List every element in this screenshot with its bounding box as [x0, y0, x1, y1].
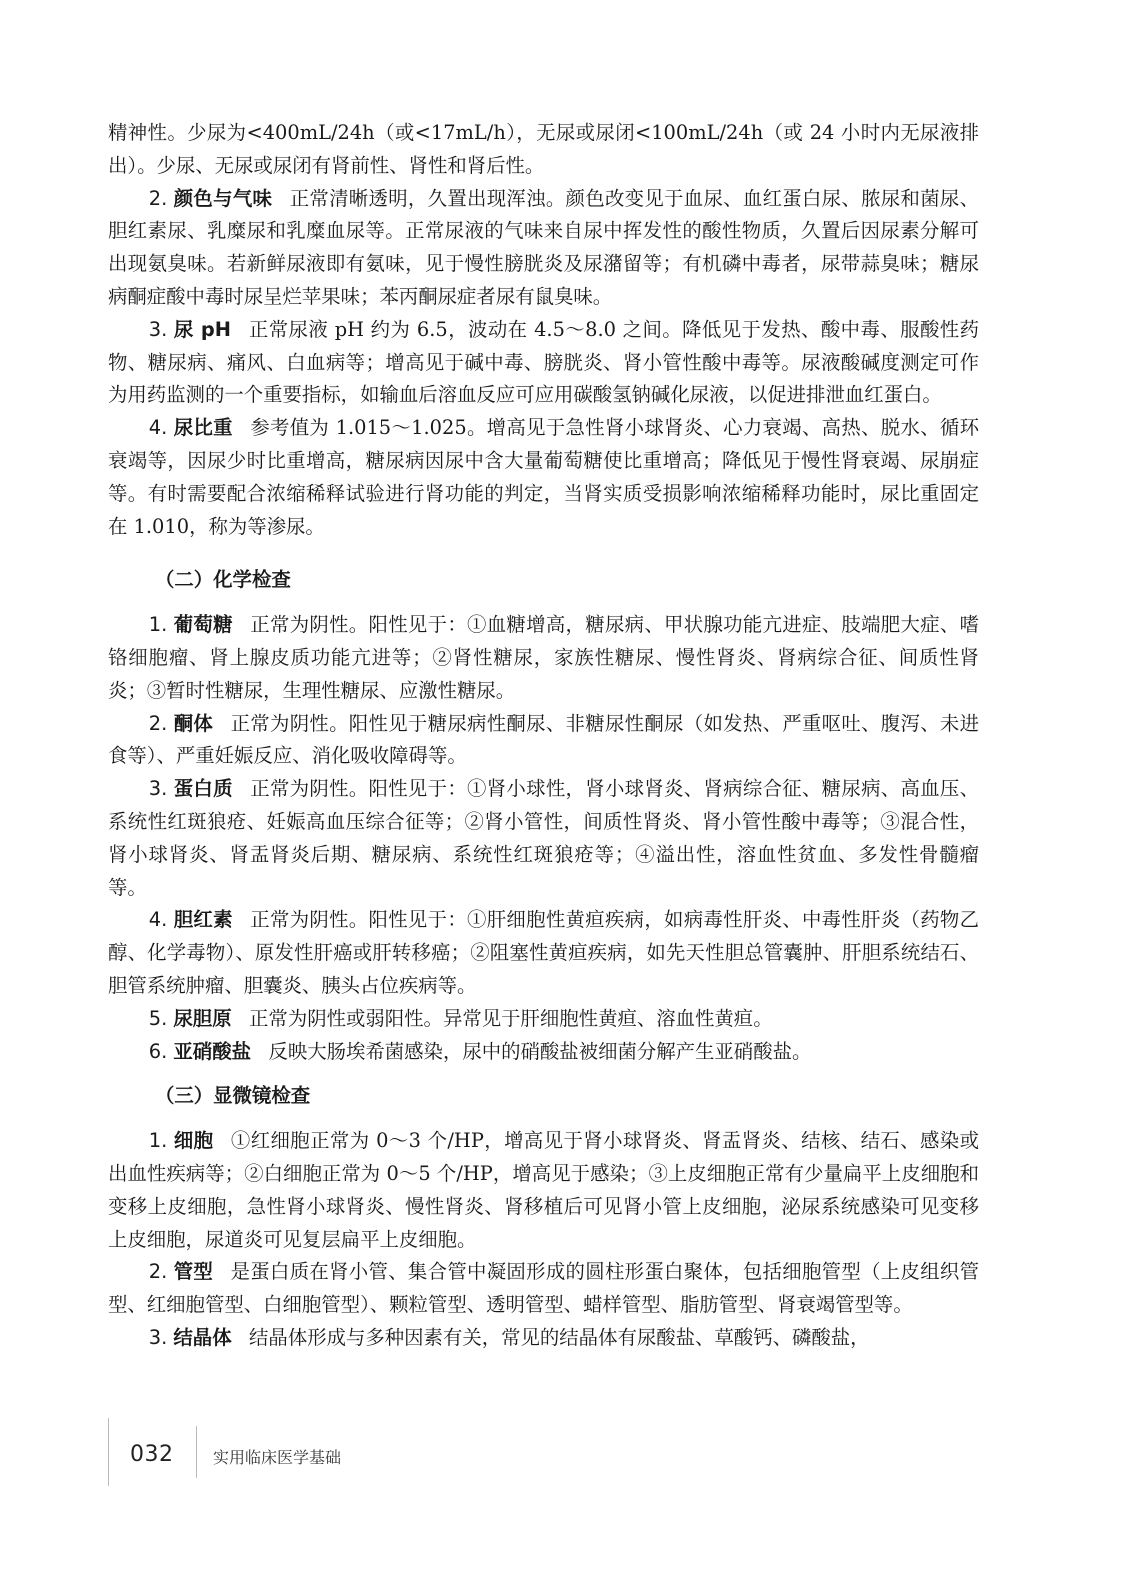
item-term: 亚硝酸盐	[173, 1039, 251, 1063]
list-item: 2. 颜色与气味 正常清晰透明，久置出现浑浊。颜色改变见于血尿、血红蛋白尿、脓尿和菌尿、胆红素尿、乳糜尿和乳糜血尿等。正常尿液的气味来自尿中挥发性的酸性物质，久置后因尿素分解可出现氨臭味。若新鲜尿液即有氨味，见于慢性膀胱炎及尿潴留等；有机磷中毒者，尿带蒜臭味；糖尿病酮症酸中毒时尿呈烂苹果味；苯丙酮尿症者尿有鼠臭味。	[108, 186, 979, 308]
list-item: 3. 蛋白质 正常为阴性。阳性见于：①肾小球性，肾小球肾炎、肾病综合征、糖尿病、高血压、系统性红斑狼疮、妊娠高血压综合征等；②肾小管性，间质性肾炎、肾小管性酸中毒等；③混合性，肾小球肾炎、肾盂肾炎后期、糖尿病、系统性红斑狼疮等；④溢出性，溶血性贫血、多发性骨髓瘤等。	[108, 777, 979, 899]
item-term: 尿胆原	[173, 1006, 232, 1030]
page-content	[108, 117, 979, 1355]
item-text: 是蛋白质在肾小管、集合管中凝固形成的圆柱形蛋白聚体，包括细胞管型（上皮组织管型、红细胞管型、白细胞管型）、颗粒管型、透明管型、蜡样管型、脂肪管型、肾衰竭管型等。	[108, 1260, 979, 1317]
item-term: 管型	[173, 1260, 214, 1284]
item-text: ①红细胞正常为 0～3 个/HP，增高见于肾小球肾炎、肾盂肾炎、结核、结石、感染或出血性疾病等；②白细胞正常为 0～5 个/HP，增高见于感染；③上皮细胞正常有少量扁平上皮细胞和变移上皮细胞，急性肾小球肾炎、慢性肾炎、肾移植后可见肾小管上皮细胞，泌尿系统感染可见变移上皮细胞，尿道炎可见复层扁平上皮细胞。	[108, 1129, 979, 1251]
list-item: 1. 葡萄糖 正常为阴性。阳性见于：①血糖增高，糖尿病、甲状腺功能亢进症、肢端肥大症、嗜铬细胞瘤、肾上腺皮质功能亢进等；②肾性糖尿，家族性糖尿、慢性肾炎、肾病综合征、间质性肾炎；③暂时性糖尿，生理性糖尿、应激性糖尿。	[108, 613, 979, 702]
item-term: 尿 pH	[173, 317, 231, 341]
book-title: 实用临床医学基础	[213, 1448, 342, 1467]
list-item: 3. 尿 pH 正常尿液 pH 约为 6.5，波动在 4.5～8.0 之间。降低见于发热、酸中毒、服酸性药物、糖尿病、痛风、白血病等；增高见于碱中毒、膀胱炎、肾小管性酸中毒等。尿液酸碱度测定可作为用药监测的一个重要指标，如输血后溶血反应可应用碳酸氢钠碱化尿液，以促进排泄血红蛋白。	[108, 317, 980, 407]
item-term: 尿比重	[173, 416, 233, 440]
section-heading-microscopy: （三）显微镜检查	[155, 1084, 311, 1108]
item-text: 正常为阴性。阳性见于：①血糖增高，糖尿病、甲状腺功能亢进症、肢端肥大症、嗜铬细胞瘤、肾上腺皮质功能亢进等；②肾性糖尿，家族性糖尿、慢性肾炎、肾病综合征、间质性肾炎；③暂时性糖尿，生理性糖尿、应激性糖尿。	[108, 613, 979, 702]
item-term: 结晶体	[173, 1325, 232, 1349]
item-text: 正常清晰透明，久置出现浑浊。颜色改变见于血尿、血红蛋白尿、脓尿和菌尿、胆红素尿、乳糜尿和乳糜血尿等。正常尿液的气味来自尿中挥发性的酸性物质，久置后因尿素分解可出现氨臭味。若新鲜尿液即有氨味，见于慢性膀胱炎及尿潴留等；有机磷中毒者，尿带蒜臭味；糖尿病酮症酸中毒时尿呈烂苹果味；苯丙酮尿症者尿有鼠臭味。	[108, 186, 979, 308]
list-item: 1. 细胞 ①红细胞正常为 0～3 个/HP，增高见于肾小球肾炎、肾盂肾炎、结核、结石、感染或出血性疾病等；②白细胞正常为 0～5 个/HP，增高见于感染；③上皮细胞正常有少量扁平上皮细胞和变移上皮细胞，急性肾小球肾炎、慢性肾炎、肾移植后可见肾小管上皮细胞，泌尿系统感染可见变移上皮细胞，尿道炎可见复层扁平上皮细胞。	[108, 1129, 979, 1251]
list-item: 4. 尿比重 参考值为 1.015～1.025。增高见于急性肾小球肾炎、心力衰竭、高热、脱水、循环衰竭等，因尿少时比重增高，糖尿病因尿中含大量葡萄糖使比重增高；降低见于慢性肾衰竭、尿崩症等。有时需要配合浓缩稀释试验进行肾功能的判定，当肾实质受损影响浓缩稀释功能时，尿比重固定在 1.010，称为等渗尿。	[108, 416, 980, 538]
item-term: 胆红素	[173, 908, 233, 932]
item-term: 葡萄糖	[173, 613, 233, 637]
list-item: 2. 管型 是蛋白质在肾小管、集合管中凝固形成的圆柱形蛋白聚体，包括细胞管型（上皮组织管型、红细胞管型、白细胞管型）、颗粒管型、透明管型、蜡样管型、脂肪管型、肾衰竭管型等。	[108, 1260, 979, 1317]
item-text: 正常为阴性。阳性见于糖尿病性酮尿、非糖尿性酮尿（如发热、严重呕吐、腹泻、未进食等）、严重妊娠反应、消化吸收障碍等。	[108, 711, 979, 768]
item-text: 参考值为 1.015～1.025。增高见于急性肾小球肾炎、心力衰竭、高热、脱水、循环衰竭等，因尿少时比重增高，糖尿病因尿中含大量葡萄糖使比重增高；降低见于慢性肾衰竭、尿崩症等。有时需要配合浓缩稀释试验进行肾功能的判定，当肾实质受损影响浓缩稀释功能时，尿比重固定在 1.010，称为等渗尿。	[108, 416, 980, 538]
page-footer	[108, 1418, 508, 1488]
page-number: 032	[130, 1442, 174, 1467]
section-heading-chemistry: （二）化学检查	[155, 568, 291, 592]
item-text: 正常为阴性或弱阳性。异常见于肝细胞性黄疸、溶血性黄疸。	[249, 1006, 773, 1030]
list-item: 6. 亚硝酸盐 反映大肠埃希菌感染，尿中的硝酸盐被细菌分解产生亚硝酸盐。	[148, 1039, 812, 1063]
footer-divider	[196, 1426, 197, 1478]
item-term: 颜色与气味	[173, 186, 273, 210]
item-text: 反映大肠埃希菌感染，尿中的硝酸盐被细菌分解产生亚硝酸盐。	[268, 1039, 812, 1063]
item-text: 结晶体形成与多种因素有关，常见的结晶体有尿酸盐、草酸钙、磷酸盐，	[249, 1325, 870, 1349]
item-text: 正常尿液 pH 约为 6.5，波动在 4.5～8.0 之间。降低见于发热、酸中毒、服酸性药物、糖尿病、痛风、白血病等；增高见于碱中毒、膀胱炎、肾小管性酸中毒等。尿液酸碱度测定可作为用药监测的一个重要指标，如输血后溶血反应可应用碳酸氢钠碱化尿液，以促进排泄血红蛋白。	[108, 317, 980, 407]
list-item: 5. 尿胆原 正常为阴性或弱阳性。异常见于肝细胞性黄疸、溶血性黄疸。	[148, 1006, 773, 1030]
item-text: 正常为阴性。阳性见于：①肝细胞性黄疸疾病，如病毒性肝炎、中毒性肝炎（药物乙醇、化学毒物）、原发性肝癌或肝转移癌；②阻塞性黄疸疾病，如先天性胆总管囊肿、肝胆系统结石、胆管系统肿瘤、胆囊炎、胰头占位疾病等。	[108, 908, 979, 997]
item-term: 酮体	[173, 711, 214, 735]
footer-divider	[108, 1418, 109, 1486]
list-item: 3. 结晶体 结晶体形成与多种因素有关，常见的结晶体有尿酸盐、草酸钙、磷酸盐，	[148, 1325, 870, 1349]
list-item: 2. 酮体 正常为阴性。阳性见于糖尿病性酮尿、非糖尿性酮尿（如发热、严重呕吐、腹泻、未进食等）、严重妊娠反应、消化吸收障碍等。	[108, 711, 979, 768]
item-text: 正常为阴性。阳性见于：①肾小球性，肾小球肾炎、肾病综合征、糖尿病、高血压、系统性红斑狼疮、妊娠高血压综合征等；②肾小管性，间质性肾炎、肾小管性酸中毒等；③混合性，肾小球肾炎、肾盂肾炎后期、糖尿病、系统性红斑狼疮等；④溢出性，溶血性贫血、多发性骨髓瘤等。	[108, 777, 979, 899]
paragraph-continued: 精神性。少尿为<400mL/24h（或<17mL/h），无尿或尿闭<100mL/24h（或 24 小时内无尿液排出）。少尿、无尿或尿闭有肾前性、肾性和肾后性。	[108, 121, 979, 177]
item-term: 蛋白质	[173, 777, 233, 801]
item-term: 细胞	[173, 1129, 214, 1153]
list-item: 4. 胆红素 正常为阴性。阳性见于：①肝细胞性黄疸疾病，如病毒性肝炎、中毒性肝炎（药物乙醇、化学毒物）、原发性肝癌或肝转移癌；②阻塞性黄疸疾病，如先天性胆总管囊肿、肝胆系统结石、胆管系统肿瘤、胆囊炎、胰头占位疾病等。	[108, 908, 979, 997]
